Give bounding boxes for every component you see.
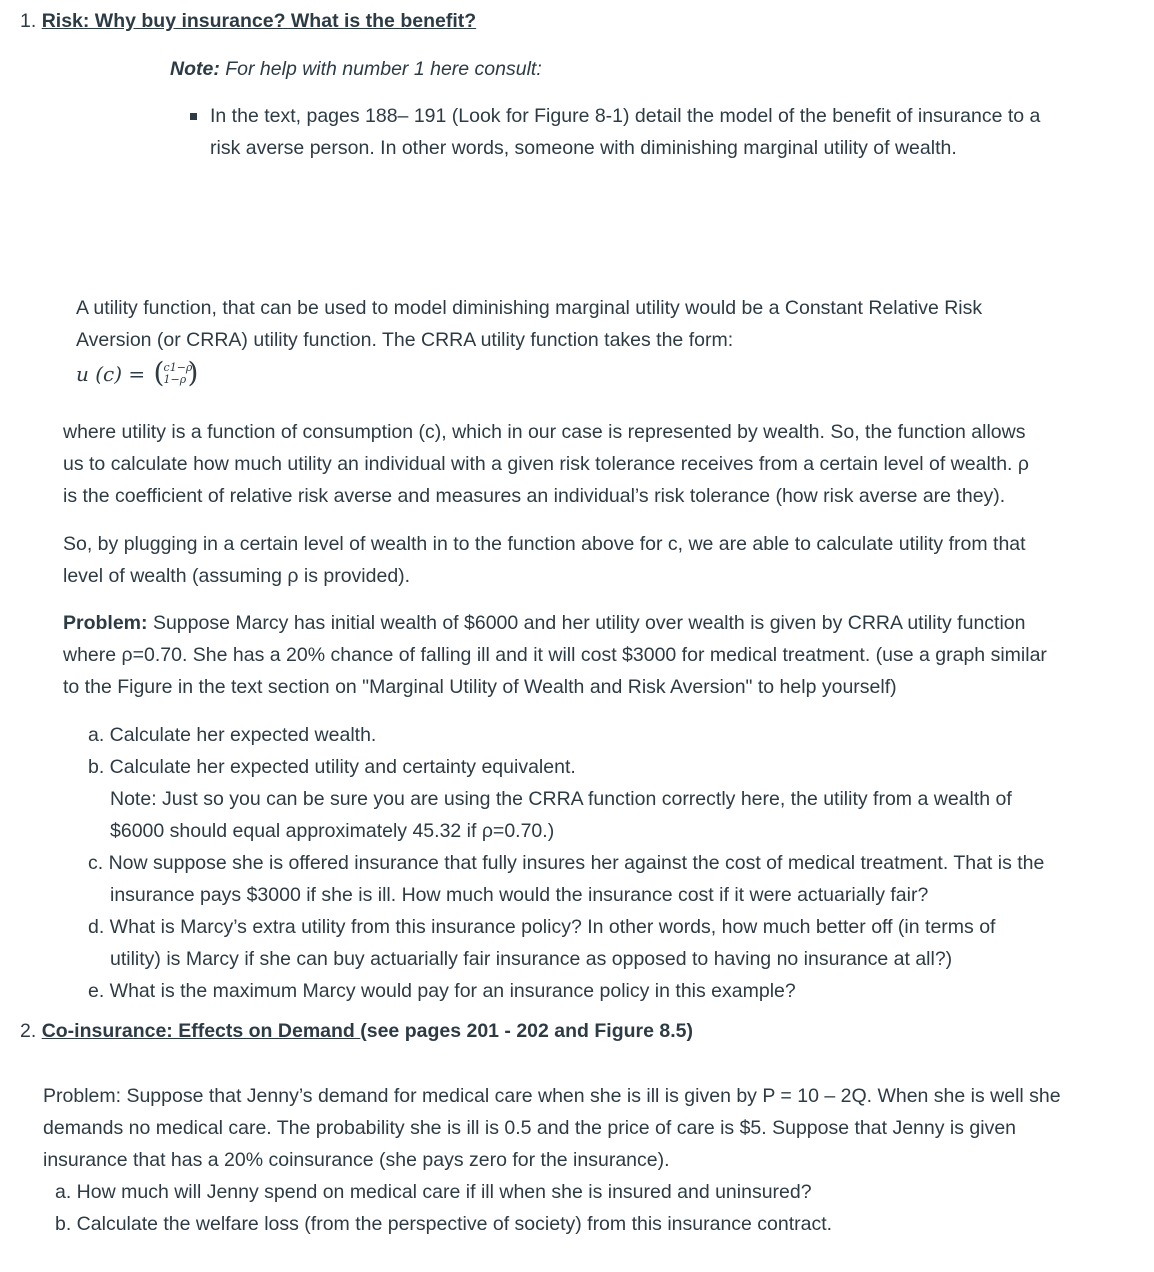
item-d-line-1: d. What is Marcy’s extra utility from this insurance policy? In other words, how much better off (in terms of xyxy=(88,916,996,938)
bullet-line-1: In the text, pages 188– 191 (Look for Figure 8-1) detail the model of the benefit of insurance to a xyxy=(210,105,1041,127)
crra-line-1: A utility function, that can be used to model diminishing marginal utility would be a Constant Relative Risk xyxy=(76,297,983,319)
question-1-number: 1. xyxy=(20,10,37,32)
help-note xyxy=(170,53,542,85)
problem-line-3: to the Figure in the text section on "Marginal Utility of Wealth and Risk Aversion" to help yourself) xyxy=(63,676,897,698)
crra-paragraph xyxy=(76,292,982,356)
q2-problem-line-3: insurance that has a 20% coinsurance (she pays zero for the insurance). xyxy=(43,1149,670,1171)
question-2-title: Co-insurance: Effects on Demand xyxy=(41,1020,361,1042)
open-paren-icon: ( xyxy=(153,356,165,389)
item-e: e. What is the maximum Marcy would pay for an insurance policy in this example? xyxy=(88,980,796,1002)
question-2-heading xyxy=(20,1015,693,1047)
q2-problem-line-2: demands no medical care. The probability she is ill is 0.5 and the price of care is $5. Suppose that Jenny is given xyxy=(43,1117,1017,1139)
formula-lhs: u (c) = xyxy=(76,362,146,386)
crra-line-2: Aversion (or CRRA) utility function. The CRRA utility function takes the form: xyxy=(76,329,734,351)
item-c-line-1: c. Now suppose she is offered insurance that fully insures her against the cost of medical treatment. That is the xyxy=(88,852,1045,874)
where-line-3: is the coefficient of relative risk averse and measures an individual’s risk tolerance (how risk averse are they). xyxy=(63,485,1006,507)
problem-label: Problem: xyxy=(63,612,148,634)
problem-line-2: where ρ=0.70. She has a 20% chance of falling ill and it will cost $3000 for medical treatment. (use a graph similar xyxy=(63,644,1047,666)
formula-fraction xyxy=(152,356,202,389)
question-2-number: 2. xyxy=(20,1020,37,1042)
q2-item-b: b. Calculate the welfare loss (from the perspective of society) from this insurance contract. xyxy=(55,1213,833,1235)
problem-paragraph xyxy=(63,607,1047,703)
item-b-note-2: $6000 should equal approximately 45.32 if ρ=0.70.) xyxy=(110,820,555,842)
item-b: b. Calculate her expected utility and certainty equivalent. xyxy=(88,756,576,778)
question-2-items xyxy=(55,1176,832,1240)
bullet-icon xyxy=(190,113,197,120)
q2-problem-line-1: Problem: Suppose that Jenny’s demand for medical care when she is ill is given by P = 10 – 2Q. When she is well she xyxy=(43,1085,1061,1107)
question-1-title: Risk: Why buy insurance? What is the benefit? xyxy=(41,10,477,32)
close-paren-icon: ) xyxy=(187,356,199,389)
formula-denominator: 1−ρ xyxy=(163,373,187,386)
question-1-items xyxy=(88,719,1044,1007)
so-paragraph xyxy=(63,528,1026,592)
so-line-2: level of wealth (assuming ρ is provided). xyxy=(63,565,411,587)
formula-numerator: c1−ρ xyxy=(163,361,193,374)
item-c-line-2: insurance pays $3000 if she is ill. How much would the insurance cost if it were actuarially fair? xyxy=(110,884,929,906)
where-line-2: us to calculate how much utility an individual with a given risk tolerance receives from a certain level of wealth. ρ xyxy=(63,453,1029,475)
crra-formula xyxy=(76,356,202,389)
problem-line-1: Suppose Marcy has initial wealth of $6000 and her utility over wealth is given by CRRA utility function xyxy=(152,612,1026,634)
so-line-1: So, by plugging in a certain level of wealth in to the function above for c, we are able to calculate utility from that xyxy=(63,533,1026,555)
question-2-title-suffix: (see pages 201 - 202 and Figure 8.5) xyxy=(360,1020,693,1042)
q2-item-a: a. How much will Jenny spend on medical care if ill when she is insured and uninsured? xyxy=(55,1181,812,1203)
question-2-problem xyxy=(43,1080,1061,1176)
bullet-item-text xyxy=(210,100,1040,164)
note-text: For help with number 1 here consult: xyxy=(225,58,542,80)
where-paragraph xyxy=(63,416,1029,512)
item-a: a. Calculate her expected wealth. xyxy=(88,724,377,746)
note-label: Note: xyxy=(170,58,220,80)
item-b-note-1: Note: Just so you can be sure you are using the CRRA function correctly here, the utility from a wealth of xyxy=(110,788,1012,810)
question-1-heading xyxy=(20,5,476,37)
bullet-line-2: risk averse person. In other words, someone with diminishing marginal utility of wealth. xyxy=(210,137,957,159)
item-d-line-2: utility) is Marcy if she can buy actuarially fair insurance as opposed to having no insurance at all?) xyxy=(110,948,953,970)
where-line-1: where utility is a function of consumption (c), which in our case is represented by wealth. So, the function allows xyxy=(63,421,1026,443)
